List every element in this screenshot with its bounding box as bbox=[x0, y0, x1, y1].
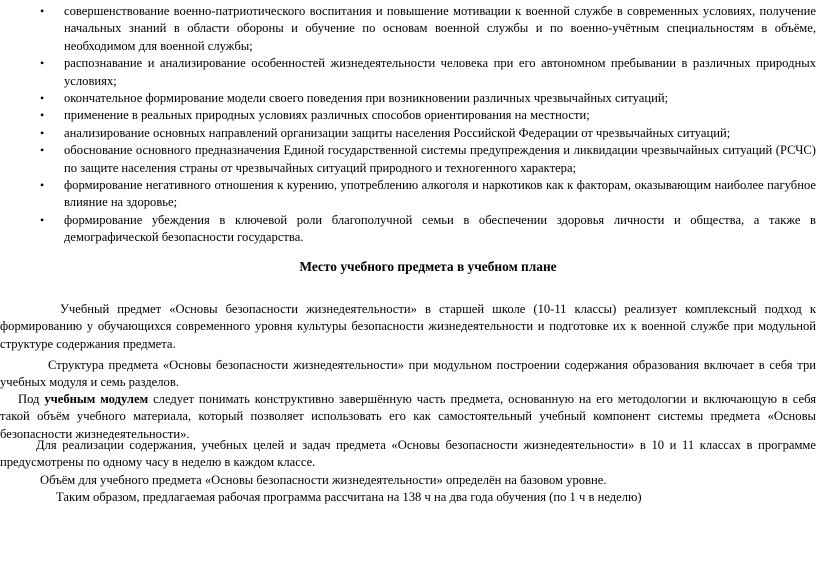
paragraph-subject-structure: Структура предмета «Основы безопасности жизнедеятельности» при модульном построении содержания образования включает в себя три учебных модуля и семь разделов. bbox=[0, 358, 816, 390]
module-term: учебным модулем bbox=[44, 392, 149, 406]
paragraph-subject-description: Учебный предмет «Основы безопасности жизнедеятельности» в старшей школе (10-11 классы) реализует комплексный подход к формированию у обучающихся современного уровня культуры безопасности жизнедеятельности и подготовке их к военной службе при модульной структуре содержания предмета. bbox=[0, 302, 816, 351]
list-item bbox=[40, 177, 816, 212]
paragraph-module-definition bbox=[0, 391, 816, 443]
bullet-icon: • bbox=[40, 108, 45, 123]
list-item-text: формирование негативного отношения к курению, употреблению алкоголя и наркотиков как к факторам, оказывающим наиболее пагубное влияние на здоровье; bbox=[64, 178, 816, 210]
module-definition-text: следует понимать конструктивно завершённую часть предмета, основанную на его методологии и включающую в себя такой объём учебного материала, который позволяет использовать его как самостоятельный учебный компонент системы предмета «Основы безопасности жизнедеятельности». bbox=[0, 392, 816, 441]
bullet-icon: • bbox=[40, 178, 45, 193]
list-item bbox=[40, 107, 816, 124]
list-item-text: анализирование основных направлений организации защиты населения Российской Федерации от чрезвычайных ситуаций; bbox=[64, 125, 731, 140]
bullet-icon: • bbox=[40, 212, 45, 227]
bullet-icon: • bbox=[40, 4, 45, 18]
list-item bbox=[40, 142, 816, 177]
list-item-text: окончательное формирование модели своего поведения при возникновении различных чрезвычайных ситуаций; bbox=[64, 91, 669, 106]
bullet-icon: • bbox=[40, 143, 45, 158]
module-definition-prefix: Под bbox=[18, 392, 45, 406]
list-item-text: распознавание и анализирование особенностей жизнедеятельности человека при его автономном пребывании в различных природных условиях; bbox=[64, 56, 816, 88]
goals-bullet-list bbox=[40, 3, 816, 247]
paragraph-volume-level: Объём для учебного предмета «Основы безопасности жизнедеятельности» определён на базовом уровне. bbox=[40, 473, 607, 487]
paragraph-hours-allocation: Для реализации содержания, учебных целей и задач предмета «Основы безопасности жизнедеятельности» в 10 и 11 классах в программе предусмотрены по одному часу в неделю в каждом классе. bbox=[0, 438, 816, 470]
list-item bbox=[40, 3, 816, 55]
section-title: Место учебного предмета в учебном плане bbox=[299, 259, 557, 274]
bullet-icon: • bbox=[40, 125, 45, 140]
list-item-text: применение в реальных природных условиях различных способов ориентирования на местности; bbox=[64, 108, 590, 123]
bullet-icon: • bbox=[40, 56, 45, 71]
bullet-icon: • bbox=[40, 91, 45, 106]
list-item-text: совершенствование военно-патриотического воспитания и повышение мотивации к военной службе в современных условиях, получение начальных знаний в области обороны и обучение по основам военной службы и по военно-учётным специальностям в объёме, необходимом для военной службы; bbox=[64, 4, 816, 53]
paragraph-total-hours: Таким образом, предлагаемая рабочая программа рассчитана на 138 ч на два года обучения (по 1 ч в неделю) bbox=[56, 490, 642, 504]
list-item-text: обоснование основного предназначения Единой государственной системы предупреждения и ликвидации чрезвычайных ситуаций (РСЧС) по защите населения страны от чрезвычайных ситуаций природного и техногенного характера; bbox=[64, 143, 816, 175]
list-item bbox=[40, 90, 816, 107]
list-item bbox=[40, 212, 816, 247]
list-item bbox=[40, 125, 816, 142]
list-item bbox=[40, 55, 816, 90]
list-item-text: формирование убеждения в ключевой роли благополучной семьи в обеспечении здоровья личности и общества, а также в демографической безопасности государства. bbox=[64, 212, 816, 245]
